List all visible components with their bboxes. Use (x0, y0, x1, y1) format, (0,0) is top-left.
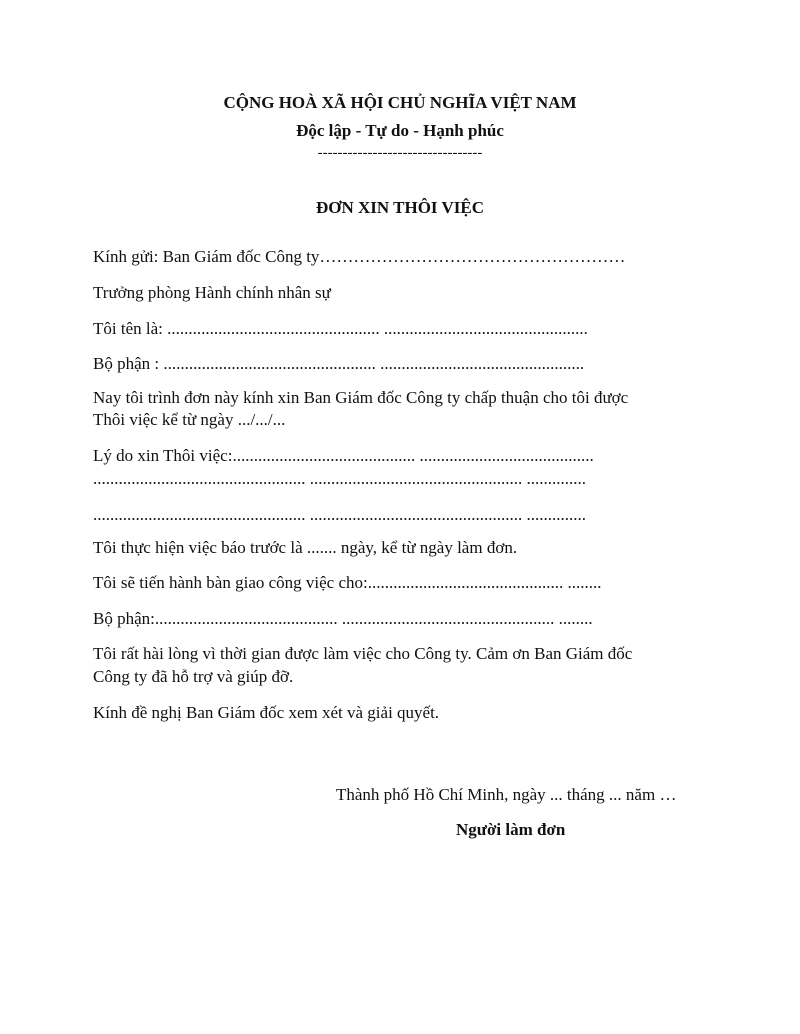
request-line-1: Nay tôi trình đơn này kính xin Ban Giám đốc Công ty chấp thuận cho tôi được (93, 388, 629, 407)
reason-dots-line-1: .................................................. .................................................. .............. (93, 469, 586, 488)
header-divider: --------------------------------- (317, 145, 483, 161)
notice-line: Tôi thực hiện việc báo trước là ....... ngày, kể từ ngày làm đơn. (93, 538, 518, 557)
thanks-line-2: Công ty đã hỗ trợ và giúp đỡ. (93, 667, 294, 686)
signer-label: Người làm đơn (456, 820, 566, 839)
document-title: ĐƠN XIN THÔI VIỆC (316, 198, 484, 217)
department-line: Bộ phận : .................................................. ................................................ (93, 354, 585, 373)
thanks-line-1: Tôi rất hài lòng vì thời gian được làm việc cho Công ty. Cảm ơn Ban Giám đốc (93, 644, 633, 663)
request-line-2: Thôi việc kể từ ngày .../.../... (93, 410, 286, 429)
handover-department-line: Bộ phận:........................................... .................................................. ........ (93, 609, 593, 628)
reason-line: Lý do xin Thôi việc:........................................... ......................................... (93, 446, 594, 465)
recipient-line: Kính gửi: Ban Giám đốc Công ty……………………………………………… (93, 247, 626, 266)
reason-dots-line-2: .................................................. .................................................. .............. (93, 505, 586, 524)
name-line: Tôi tên là: .................................................. ................................................ (93, 319, 588, 338)
handover-line: Tôi sẽ tiến hành bàn giao công việc cho:.............................................. ........ (93, 573, 602, 592)
recipient-line-2: Trưởng phòng Hành chính nhân sự (93, 283, 331, 302)
national-motto: Độc lập - Tự do - Hạnh phúc (296, 121, 504, 140)
place-date-line: Thành phố Hồ Chí Minh, ngày ... tháng ... năm … (336, 785, 677, 804)
national-title: CỘNG HOÀ XÃ HỘI CHỦ NGHĨA VIỆT NAM (223, 93, 577, 112)
closing-line: Kính đề nghị Ban Giám đốc xem xét và giải quyết. (93, 703, 440, 722)
